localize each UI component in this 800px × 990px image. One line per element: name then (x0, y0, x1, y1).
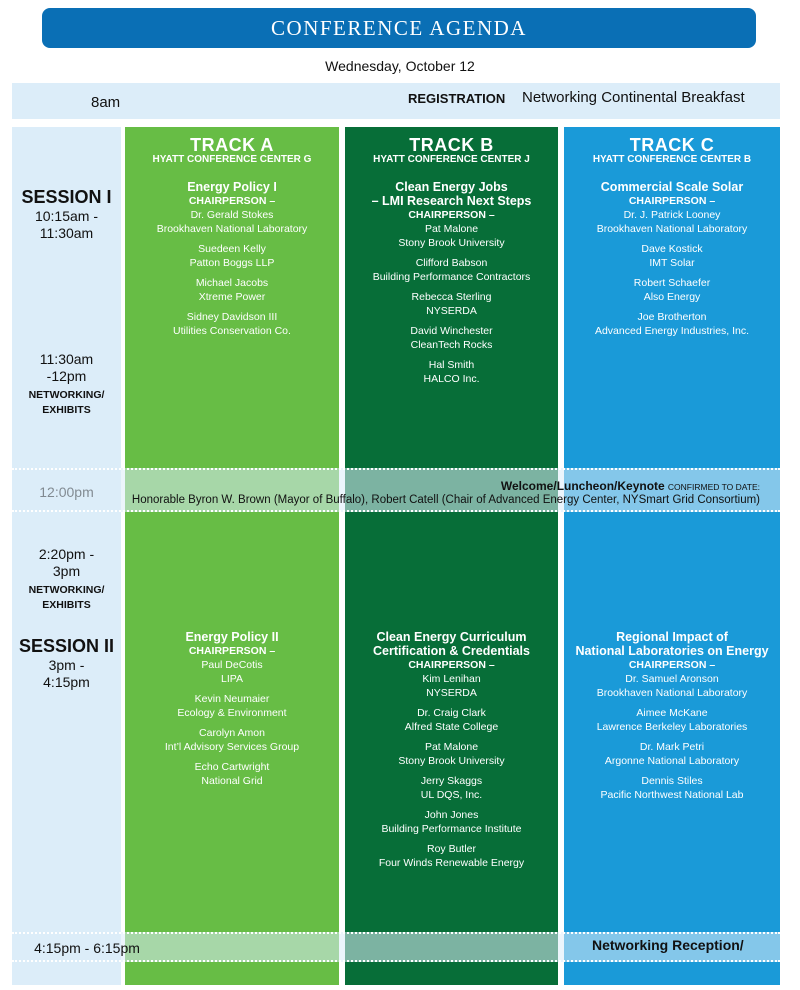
session-title: Commercial Scale Solar (600, 180, 744, 194)
chairperson-label: CHAIRPERSON – (188, 195, 276, 207)
luncheon-speakers: Honorable Byron W. Brown (Mayor of Buffalo), Robert Catell (Chair of Advanced Energy Center, NYSmart Grid Consortium) (131, 494, 760, 506)
track-a-column (125, 127, 339, 985)
speaker-name: Dr. Craig Clark (417, 707, 486, 719)
speaker-affiliation: Stony Brook University (398, 755, 505, 767)
speaker-affiliation: HALCO Inc. (423, 373, 480, 385)
track-b-heading: TRACK B (409, 135, 494, 155)
speaker-affiliation: Int’l Advisory Services Group (164, 741, 300, 753)
networking2-start: 2:20pm - (38, 546, 95, 562)
speaker-name: Sidney Davidson III (186, 311, 278, 323)
speaker-name: Kim Lenihan (422, 673, 481, 685)
session1-end: 11:30am (39, 225, 94, 241)
luncheon-title: Welcome/Luncheon/Keynote (500, 479, 665, 493)
session-title: Clean Energy Jobs (395, 180, 508, 194)
speaker-name: Joe Brotherton (637, 311, 707, 323)
session1-title: SESSION I (21, 187, 112, 207)
session-title: Clean Energy Curriculum (376, 630, 527, 644)
luncheon-block (128, 479, 760, 506)
reception-label: Networking Reception/ (592, 937, 744, 953)
agenda-banner: CONFERENCE AGENDA (42, 8, 756, 48)
speaker-affiliation: Argonne National Laboratory (604, 755, 740, 767)
speaker-affiliation: National Grid (201, 775, 263, 787)
speaker-affiliation: Brookhaven National Laboratory (596, 687, 748, 699)
speaker-affiliation: Lawrence Berkeley Laboratories (596, 721, 748, 733)
session2-start: 3pm - (48, 657, 85, 673)
networking2-label-2: EXHIBITS (42, 599, 91, 611)
agenda-date: Wednesday, October 12 (325, 58, 475, 74)
speaker-affiliation: Patton Boggs LLP (189, 257, 275, 269)
chairperson-label: CHAIRPERSON – (188, 645, 276, 657)
speaker-affiliation: LIPA (221, 673, 243, 685)
speaker-affiliation: UL DQS, Inc. (420, 789, 483, 801)
networking1-end: -12pm (46, 368, 87, 384)
speaker-name: Jerry Skaggs (420, 775, 483, 787)
track-b-session2 (345, 630, 558, 870)
speaker-affiliation: Stony Brook University (398, 237, 505, 249)
networking1-label: NETWORKING/ (28, 389, 105, 401)
speaker-affiliation: Also Energy (643, 291, 701, 303)
track-a-room: HYATT CONFERENCE CENTER G (152, 154, 312, 165)
session1-start: 10:15am - (34, 208, 99, 224)
speaker-name: Michael Jacobs (195, 277, 269, 289)
speaker-affiliation: NYSERDA (426, 687, 477, 699)
session-title: Energy Policy II (185, 630, 279, 644)
session-title-line-2: Certification & Credentials (373, 644, 530, 658)
speaker-affiliation: Pacific Northwest National Lab (600, 789, 744, 801)
chairperson-label: CHAIRPERSON – (408, 209, 495, 221)
track-a-heading: TRACK A (190, 135, 274, 155)
speaker-affiliation: Alfred State College (404, 721, 499, 733)
track-c-session2 (564, 630, 780, 802)
speaker-affiliation: Xtreme Power (198, 291, 266, 303)
speaker-affiliation: CleanTech Rocks (410, 339, 493, 351)
speaker-name: Dr. Samuel Aronson (625, 673, 719, 685)
speaker-affiliation: Building Performance Institute (381, 823, 522, 835)
session2-title: SESSION II (18, 636, 115, 656)
speaker-affiliation: Four Winds Renewable Energy (378, 857, 525, 869)
time-column (12, 127, 121, 985)
speaker-name: Dr. J. Patrick Looney (623, 209, 721, 221)
speaker-name: Pat Malone (424, 741, 479, 753)
speaker-name: Roy Butler (426, 843, 477, 855)
speaker-name: Echo Cartwright (194, 761, 270, 773)
speaker-name: Dave Kostick (641, 243, 703, 255)
chairperson-label: CHAIRPERSON – (628, 195, 716, 207)
speaker-name: Kevin Neumaier (194, 693, 270, 705)
chairperson-label: CHAIRPERSON – (408, 659, 495, 671)
track-a-session2 (125, 630, 339, 788)
speaker-name: Robert Schaefer (633, 277, 711, 289)
track-c-column (564, 127, 780, 985)
registration-time: 8am (91, 94, 121, 111)
speaker-name: Aimee McKane (636, 707, 708, 719)
speaker-name: John Jones (424, 809, 479, 821)
session-title: Regional Impact of (616, 630, 728, 644)
speaker-affiliation: NYSERDA (426, 305, 477, 317)
speaker-affiliation: Brookhaven National Laboratory (596, 223, 748, 235)
luncheon-heading (128, 479, 760, 493)
speaker-affiliation: IMT Solar (649, 257, 695, 269)
chairperson-label: CHAIRPERSON – (628, 659, 716, 671)
networking1-label-2: EXHIBITS (42, 404, 91, 416)
speaker-name: Dr. Mark Petri (639, 741, 705, 753)
speaker-affiliation: Ecology & Environment (177, 707, 287, 719)
luncheon-note: CONFIRMED TO DATE: (667, 482, 760, 492)
session-title-line-2: National Laboratories on Energy (575, 644, 769, 658)
track-c-room: HYATT CONFERENCE CENTER B (592, 154, 752, 165)
registration-label: REGISTRATION (408, 91, 506, 106)
session-title-line-2: – LMI Research Next Steps (371, 194, 532, 208)
reception-time: 4:15pm - 6:15pm (34, 940, 140, 956)
speaker-name: Pat Malone (424, 223, 479, 235)
speaker-affiliation: Advanced Energy Industries, Inc. (594, 325, 750, 337)
networking1-start: 11:30am (39, 351, 94, 367)
track-b-room: HYATT CONFERENCE CENTER J (373, 154, 530, 165)
speaker-name: Paul DeCotis (201, 659, 263, 671)
track-c-session1 (564, 180, 780, 338)
speaker-name: Carolyn Amon (199, 727, 265, 739)
speaker-name: Suedeen Kelly (198, 243, 266, 255)
speaker-affiliation: Utilities Conservation Co. (173, 325, 291, 337)
session-title: Energy Policy I (187, 180, 277, 194)
track-a-session1 (125, 180, 339, 338)
speaker-affiliation: Brookhaven National Laboratory (156, 223, 308, 235)
track-b-column (345, 127, 558, 985)
speaker-name: Dennis Stiles (641, 775, 703, 787)
networking2-end: 3pm (52, 563, 81, 579)
speaker-name: Dr. Gerald Stokes (190, 209, 274, 221)
speaker-affiliation: Building Performance Contractors (372, 271, 531, 283)
registration-text: Networking Continental Breakfast (522, 89, 745, 106)
speaker-name: Clifford Babson (415, 257, 488, 269)
networking2-label: NETWORKING/ (28, 584, 105, 596)
speaker-name: David Winchester (410, 325, 493, 337)
speaker-name: Rebecca Sterling (411, 291, 492, 303)
track-b-session1 (345, 180, 558, 386)
track-c-heading: TRACK C (629, 135, 715, 155)
speaker-name: Hal Smith (428, 359, 475, 371)
session2-end: 4:15pm (43, 674, 90, 690)
